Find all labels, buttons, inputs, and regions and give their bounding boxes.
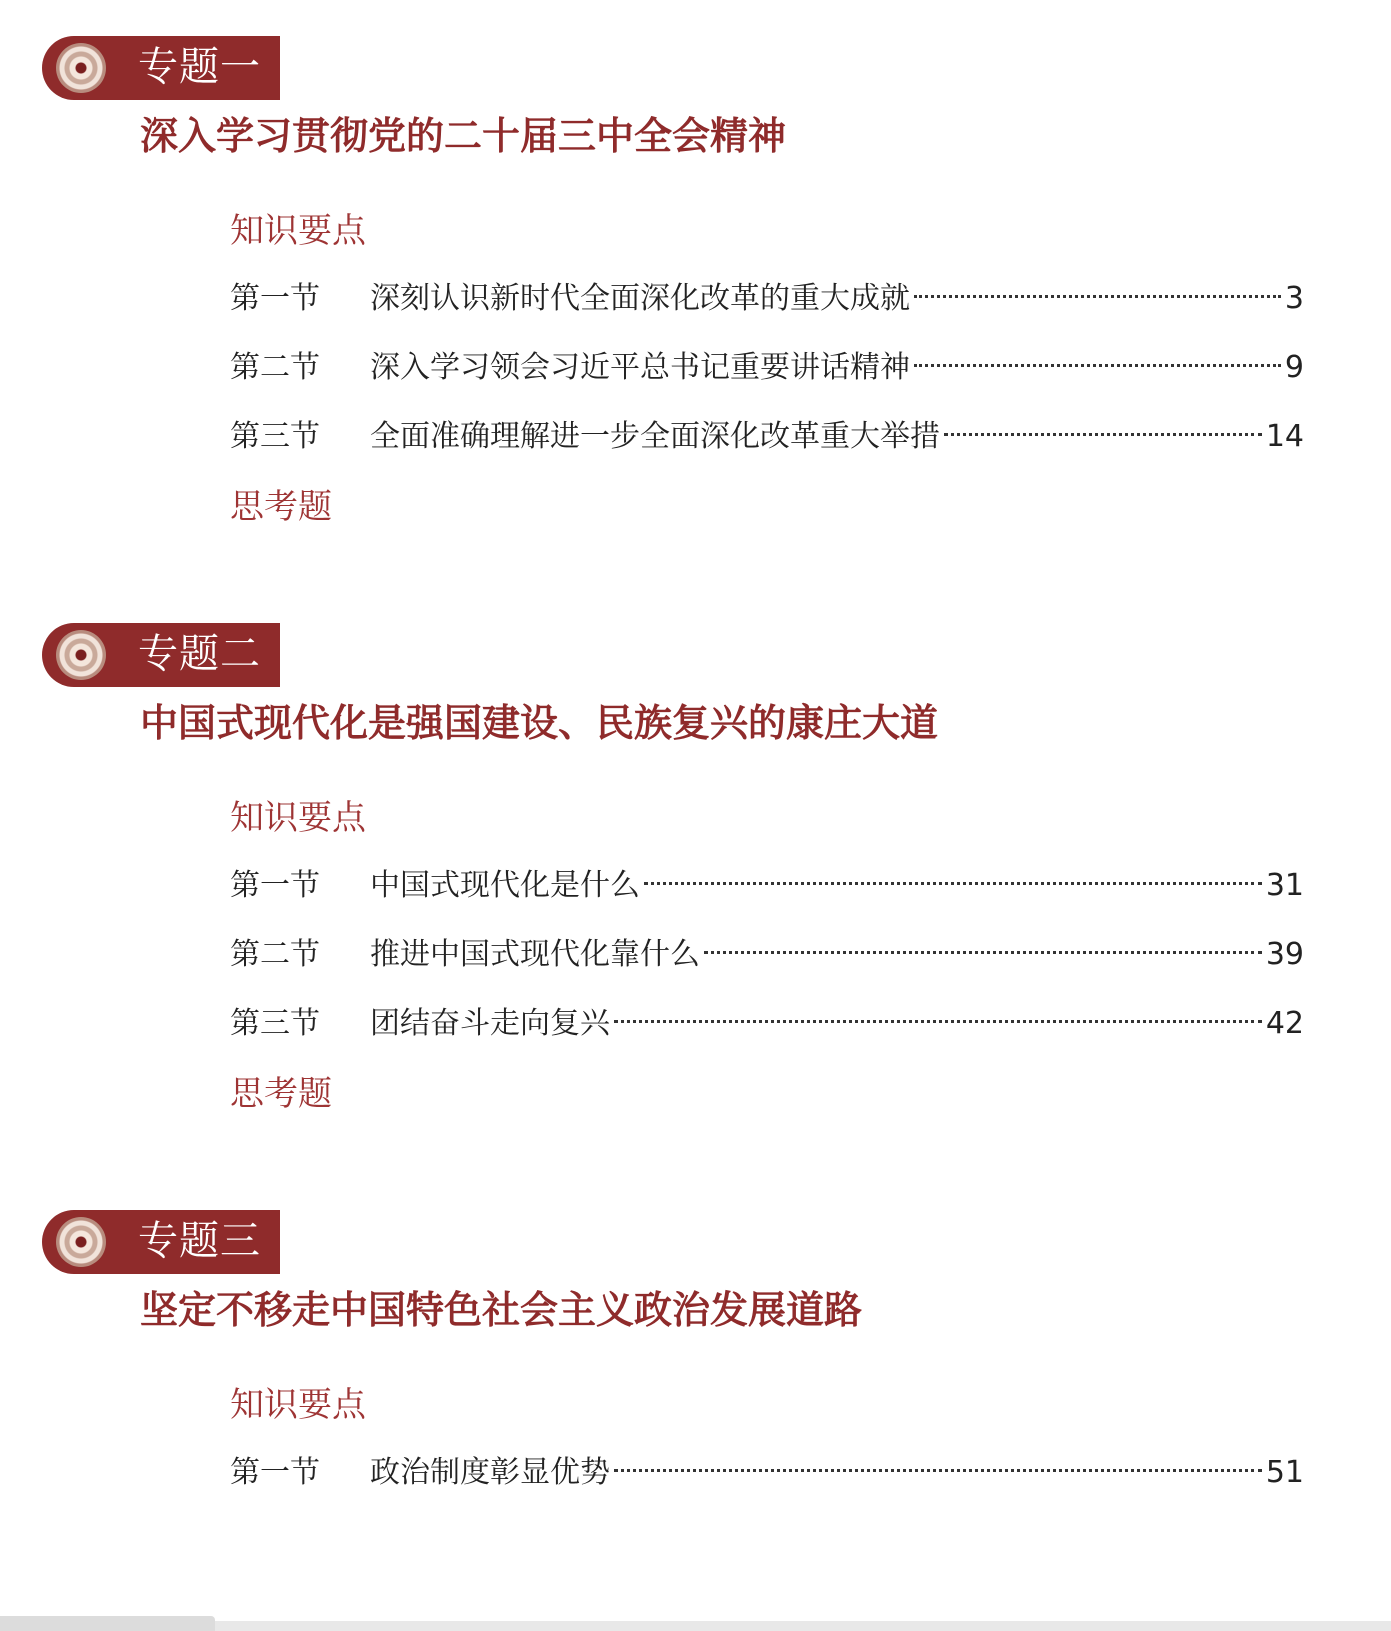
toc-entry[interactable] <box>230 345 1304 391</box>
toc-entry[interactable] <box>230 414 1304 460</box>
questions-heading[interactable]: 思考题 <box>230 487 332 527</box>
section-title: 团结奋斗走向复兴 <box>370 1006 610 1041</box>
topic-badge <box>42 36 280 100</box>
emblem-icon <box>56 1217 106 1267</box>
toc-entry[interactable] <box>230 276 1304 322</box>
page-number: 14 <box>1265 419 1304 454</box>
knowledge-points-heading[interactable]: 知识要点 <box>230 798 366 838</box>
page-number: 42 <box>1265 1006 1304 1041</box>
section-title: 全面准确理解进一步全面深化改革重大举措 <box>370 419 940 454</box>
toc-entry[interactable] <box>230 1450 1304 1496</box>
toc-entry[interactable] <box>230 1001 1304 1047</box>
knowledge-points-heading[interactable]: 知识要点 <box>230 1385 366 1425</box>
section-number: 第二节 <box>230 350 320 385</box>
topic-title: 坚定不移走中国特色社会主义政治发展道路 <box>140 1287 863 1332</box>
page-number: 31 <box>1265 868 1304 903</box>
toc-entry[interactable] <box>230 863 1304 909</box>
questions-heading[interactable]: 思考题 <box>230 1074 332 1114</box>
page-number: 3 <box>1284 281 1304 316</box>
section-number: 第三节 <box>230 419 320 454</box>
page-number: 51 <box>1265 1455 1304 1490</box>
bottom-tab[interactable] <box>0 1616 215 1631</box>
topic-badge-label: 专题一 <box>138 44 261 90</box>
topic-title: 深入学习贯彻党的二十届三中全会精神 <box>140 113 787 158</box>
dot-leader <box>914 295 1281 298</box>
section-title: 深刻认识新时代全面深化改革的重大成就 <box>370 281 910 316</box>
emblem-icon <box>56 630 106 680</box>
dot-leader <box>614 1020 1262 1023</box>
section-number: 第三节 <box>230 1006 320 1041</box>
section-title: 政治制度彰显优势 <box>370 1455 610 1490</box>
section-title: 深入学习领会习近平总书记重要讲话精神 <box>370 350 910 385</box>
page-number: 39 <box>1265 937 1304 972</box>
section-title: 推进中国式现代化靠什么 <box>370 937 700 972</box>
dot-leader <box>704 951 1262 954</box>
topic-badge-label: 专题三 <box>138 1218 261 1264</box>
emblem-icon <box>56 43 106 93</box>
page-number: 9 <box>1284 350 1304 385</box>
topic-badge <box>42 1210 280 1274</box>
dot-leader <box>644 882 1262 885</box>
dot-leader <box>914 364 1281 367</box>
section-number: 第一节 <box>230 281 320 316</box>
topic-title: 中国式现代化是强国建设、民族复兴的康庄大道 <box>140 700 939 745</box>
knowledge-points-heading[interactable]: 知识要点 <box>230 211 366 251</box>
section-number: 第一节 <box>230 868 320 903</box>
toc-entry[interactable] <box>230 932 1304 978</box>
section-number: 第一节 <box>230 1455 320 1490</box>
topic-badge <box>42 623 280 687</box>
dot-leader <box>944 433 1262 436</box>
section-title: 中国式现代化是什么 <box>370 868 640 903</box>
topic-badge-label: 专题二 <box>138 631 261 677</box>
dot-leader <box>614 1469 1262 1472</box>
section-number: 第二节 <box>230 937 320 972</box>
